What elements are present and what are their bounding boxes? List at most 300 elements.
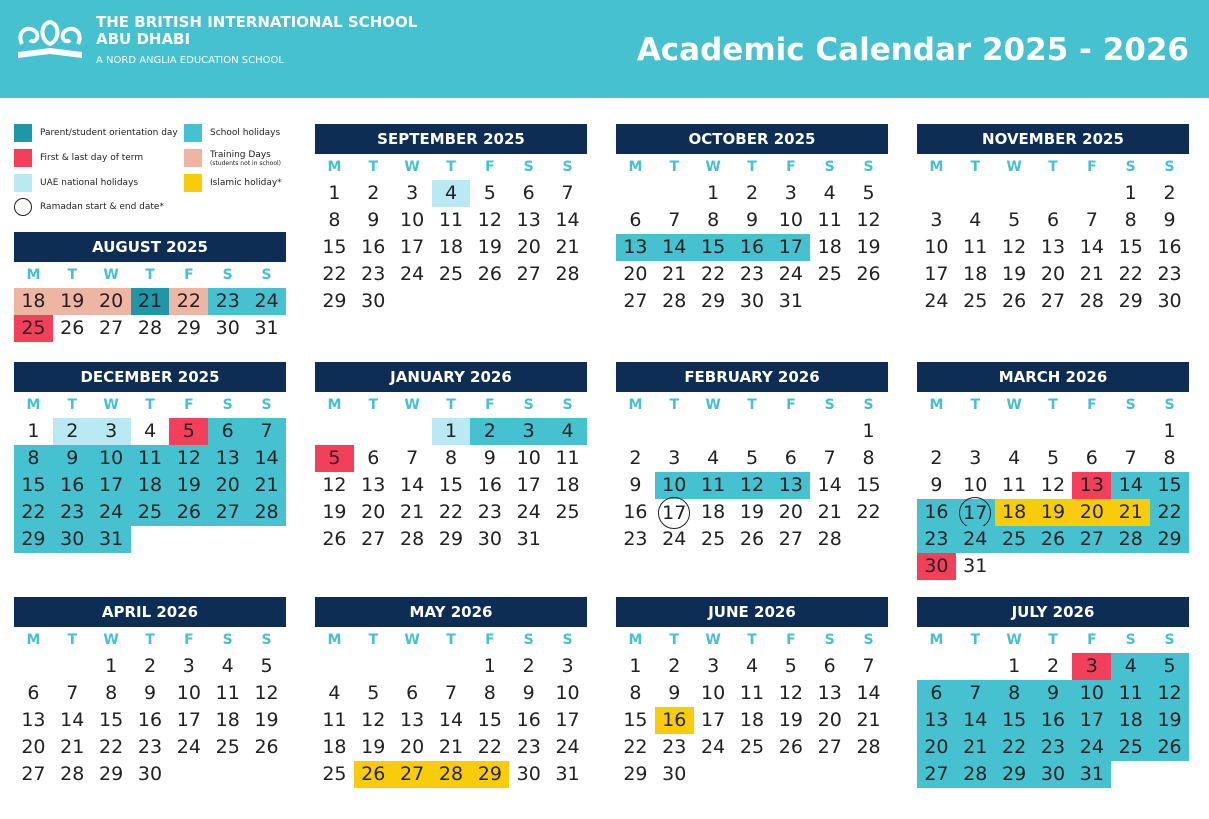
- day-cell: 18: [817, 236, 842, 258]
- day-cell: 14: [400, 474, 425, 496]
- day-cell: 19: [254, 709, 279, 731]
- day-cell-uae: 2: [53, 418, 92, 445]
- day-cell: 16: [137, 709, 163, 731]
- day-cell-school: 31: [1072, 761, 1111, 788]
- day-cell: 30: [361, 290, 386, 312]
- circle-swatch-icon: [14, 198, 32, 216]
- day-cell: 26: [778, 736, 803, 758]
- day-cell: 25: [963, 290, 988, 312]
- weekday-label: F: [485, 397, 495, 413]
- day-cell: 18: [438, 236, 464, 258]
- weekday-label: S: [1125, 159, 1136, 175]
- day-cell: 11: [555, 447, 580, 469]
- day-cell: 26: [856, 263, 881, 285]
- day-cell-ramadan-marker: 17: [956, 499, 995, 526]
- day-cell: 3: [707, 655, 720, 677]
- day-cell: 27: [21, 763, 46, 785]
- day-cell: 18: [739, 709, 765, 731]
- day-cell: 24: [701, 736, 726, 758]
- day-cell-school: 24: [247, 288, 286, 315]
- month-august-2025: [14, 232, 286, 342]
- day-cell: 6: [406, 682, 419, 704]
- day-cell: 28: [137, 317, 163, 339]
- day-cell: 20: [361, 501, 386, 523]
- day-cell: 5: [1008, 209, 1021, 231]
- day-cell: 4: [823, 182, 836, 204]
- day-cell-islamic: 18: [995, 499, 1034, 526]
- day-cell: 13: [516, 209, 541, 231]
- day-cell: 2: [522, 655, 535, 677]
- legend-item-circle: [14, 198, 164, 216]
- month-april-2026: [14, 597, 286, 788]
- month-title: APRIL 2026: [14, 597, 286, 627]
- day-cell-school: 10: [1072, 680, 1111, 707]
- empty-cell: [810, 418, 849, 445]
- weekday-label: S: [824, 159, 835, 175]
- weekday-label: S: [222, 397, 233, 413]
- month-november-2025: [917, 124, 1189, 315]
- day-cell-school: 14: [247, 445, 286, 472]
- school-crest-logo: [14, 14, 86, 66]
- day-cell: 26: [60, 317, 85, 339]
- weekday-label: T: [446, 632, 456, 648]
- day-cell: 3: [930, 209, 943, 231]
- day-cell: 10: [701, 682, 726, 704]
- day-cell: 1: [105, 655, 118, 677]
- weekday-label: S: [562, 397, 573, 413]
- day-cell: 29: [99, 763, 124, 785]
- empty-cell: [354, 418, 393, 445]
- day-cell-school: 28: [1111, 526, 1150, 553]
- day-cell: 1: [328, 182, 341, 204]
- day-cell-training: 22: [169, 288, 208, 315]
- day-cell: 28: [1079, 290, 1104, 312]
- day-cell-islamic: 26: [354, 761, 393, 788]
- day-cell-school: 25: [131, 499, 170, 526]
- day-cell: 20: [400, 736, 425, 758]
- day-cell: 27: [1040, 290, 1066, 312]
- day-cell: 11: [438, 209, 464, 231]
- day-cell-school: 24: [1072, 734, 1111, 761]
- day-cell-school: 25: [1111, 734, 1150, 761]
- day-cell: 30: [662, 763, 687, 785]
- day-cell-ramadan-marker: 17: [655, 499, 694, 526]
- month-january-2026: [315, 362, 587, 553]
- day-cell: 19: [477, 236, 502, 258]
- weekday-label: T: [145, 632, 155, 648]
- school-city: ABU DHABI: [96, 30, 191, 48]
- day-cell: 8: [862, 447, 875, 469]
- day-cell: 12: [254, 682, 279, 704]
- day-cell-school: 16: [53, 472, 92, 499]
- legend-item-school: [184, 124, 280, 142]
- weekday-label: S: [523, 632, 534, 648]
- weekday-label: S: [863, 159, 874, 175]
- empty-cell: [771, 418, 810, 445]
- day-cell: 9: [629, 474, 642, 496]
- day-cell-training: 19: [53, 288, 92, 315]
- day-cell: 12: [778, 682, 803, 704]
- day-cell: 8: [444, 447, 458, 469]
- day-cell-school: 22: [995, 734, 1034, 761]
- day-cell: 2: [930, 447, 943, 469]
- day-cell: 3: [784, 182, 797, 204]
- weekday-label: F: [184, 397, 194, 413]
- weekday-label: W: [404, 397, 420, 413]
- day-cell: 15: [623, 709, 648, 731]
- day-cell-school: 15: [995, 707, 1034, 734]
- day-cell: 22: [623, 736, 648, 758]
- weekday-label: T: [67, 397, 78, 413]
- day-cell: 26: [254, 736, 279, 758]
- empty-cell: [917, 180, 956, 207]
- day-cell-school: 6: [917, 680, 956, 707]
- day-cell: 6: [367, 447, 380, 469]
- weekday-label: T: [1048, 632, 1058, 648]
- month-september-2025: [315, 124, 587, 315]
- empty-cell: [995, 418, 1034, 445]
- weekday-label: F: [1087, 397, 1097, 413]
- day-cell: 19: [778, 709, 803, 731]
- day-cell: 28: [400, 528, 425, 550]
- day-cell: 11: [817, 209, 842, 231]
- day-cell-school: 29: [1150, 526, 1189, 553]
- day-cell: 10: [176, 682, 201, 704]
- day-cell: 4: [221, 655, 234, 677]
- day-cell-term: 5: [315, 445, 354, 472]
- day-cell: 10: [516, 447, 541, 469]
- day-cell: 23: [623, 528, 648, 550]
- day-cell-school: 18: [131, 472, 170, 499]
- day-cell: 22: [701, 263, 726, 285]
- day-cell-uae: 4: [432, 180, 471, 207]
- day-cell: 31: [254, 317, 279, 339]
- day-cell: 23: [361, 263, 386, 285]
- empty-cell: [354, 653, 393, 680]
- day-cell: 23: [477, 501, 502, 523]
- month-title: JULY 2026: [917, 597, 1189, 627]
- day-cell-islamic: 27: [393, 761, 432, 788]
- day-cell-school: 15: [14, 472, 53, 499]
- weekday-label: W: [103, 397, 119, 413]
- day-cell: 3: [668, 447, 681, 469]
- day-cell: 1: [483, 655, 496, 677]
- day-cell: 13: [361, 474, 386, 496]
- day-cell-school: 28: [247, 499, 286, 526]
- weekday-label: W: [705, 632, 721, 648]
- header-banner: [0, 0, 1209, 98]
- day-cell: 3: [406, 182, 419, 204]
- day-cell-islamic: 28: [432, 761, 471, 788]
- weekday-label: M: [628, 159, 643, 175]
- day-cell-school: 14: [1111, 472, 1150, 499]
- day-cell: 29: [623, 763, 648, 785]
- day-cell: 29: [438, 528, 464, 550]
- legend-item-term: [14, 149, 143, 167]
- day-cell: 7: [406, 447, 419, 469]
- day-cell: 27: [516, 263, 541, 285]
- day-cell-school: 30: [1034, 761, 1073, 788]
- day-cell: 8: [707, 209, 720, 231]
- empty-cell: [1034, 418, 1073, 445]
- day-cell-school: 4: [1111, 653, 1150, 680]
- day-cell: 22: [856, 501, 881, 523]
- day-cell: 15: [1118, 236, 1143, 258]
- legend-label: Islamic holiday*: [210, 178, 282, 188]
- day-cell: 15: [477, 709, 502, 731]
- weekday-label: T: [446, 159, 456, 175]
- empty-cell: [14, 653, 53, 680]
- weekday-label: W: [103, 267, 119, 283]
- day-cell-islamic: 19: [1034, 499, 1073, 526]
- day-cell: 5: [784, 655, 797, 677]
- empty-cell: [956, 180, 995, 207]
- day-cell: 22: [322, 263, 347, 285]
- day-cell: 20: [21, 736, 46, 758]
- empty-cell: [694, 418, 733, 445]
- day-cell: 22: [477, 736, 502, 758]
- color-swatch: [184, 174, 202, 192]
- day-cell: 31: [516, 528, 541, 550]
- day-cell: 31: [778, 290, 803, 312]
- page-title: Academic Calendar 2025 - 2026: [636, 32, 1189, 68]
- day-cell: 7: [823, 447, 836, 469]
- legend-label: Training Days (students not in school): [210, 149, 281, 167]
- day-cell: 11: [322, 709, 347, 731]
- day-cell: 21: [555, 236, 580, 258]
- day-cell: 5: [367, 682, 380, 704]
- weekday-label: S: [523, 159, 534, 175]
- day-cell: 9: [522, 682, 535, 704]
- legend-item-uae: [14, 174, 138, 192]
- empty-cell: [956, 418, 995, 445]
- day-cell: 19: [361, 736, 386, 758]
- color-swatch: [184, 124, 202, 142]
- weekday-label: M: [26, 267, 41, 283]
- weekday-label: F: [786, 632, 796, 648]
- legend-label: Parent/student orientation day: [40, 128, 178, 138]
- day-cell-school: 26: [1034, 526, 1073, 553]
- month-title: MARCH 2026: [917, 362, 1189, 392]
- day-cell: 2: [745, 182, 759, 204]
- day-cell-school: 12: [1150, 680, 1189, 707]
- day-cell: 10: [778, 209, 803, 231]
- day-cell: 29: [322, 290, 347, 312]
- day-cell: 19: [1002, 263, 1027, 285]
- legend-item-orientation: [14, 124, 178, 142]
- day-cell: 25: [701, 528, 726, 550]
- day-cell: 24: [176, 736, 201, 758]
- empty-cell: [1072, 180, 1111, 207]
- day-cell-school: 16: [733, 234, 772, 261]
- day-cell: 16: [516, 709, 541, 731]
- day-cell: 27: [99, 317, 124, 339]
- day-cell-school: 15: [1150, 472, 1189, 499]
- day-cell: 28: [662, 290, 687, 312]
- month-july-2026: [917, 597, 1189, 788]
- day-cell: 26: [322, 528, 347, 550]
- day-cell: 7: [1124, 447, 1137, 469]
- day-cell-training: 18: [14, 288, 53, 315]
- weekday-label: M: [327, 397, 342, 413]
- day-cell: 19: [856, 236, 881, 258]
- day-cell: 30: [477, 528, 502, 550]
- day-cell: 29: [701, 290, 726, 312]
- legend-item-training: [184, 149, 281, 167]
- day-cell: 15: [99, 709, 124, 731]
- day-cell: 4: [707, 447, 720, 469]
- day-cell-school: 13: [771, 472, 810, 499]
- day-cell: 8: [105, 682, 118, 704]
- day-cell-school: 23: [917, 526, 956, 553]
- day-cell-school: 25: [995, 526, 1034, 553]
- day-cell-school: 16: [1034, 707, 1073, 734]
- day-cell-school: 17: [1072, 707, 1111, 734]
- weekday-label: F: [184, 267, 194, 283]
- day-cell: 1: [707, 182, 720, 204]
- weekday-label: M: [929, 632, 944, 648]
- weekday-label: T: [1048, 159, 1058, 175]
- day-cell: 1: [862, 420, 875, 442]
- weekday-label: W: [705, 397, 721, 413]
- day-cell: 17: [924, 263, 949, 285]
- day-cell: 14: [1079, 236, 1104, 258]
- day-cell: 5: [745, 447, 759, 469]
- day-cell: 7: [561, 182, 574, 204]
- day-cell: 23: [516, 736, 541, 758]
- day-cell-school: 4: [548, 418, 587, 445]
- day-cell-school: 19: [1150, 707, 1189, 734]
- day-cell: 11: [739, 682, 765, 704]
- day-cell-islamic: 21: [1111, 499, 1150, 526]
- day-cell: 2: [629, 447, 642, 469]
- day-cell-school: 7: [956, 680, 995, 707]
- empty-cell: [616, 180, 655, 207]
- weekday-label: T: [446, 397, 456, 413]
- weekday-label: S: [261, 397, 272, 413]
- day-cell: 21: [60, 736, 85, 758]
- day-cell-school: 30: [53, 526, 92, 553]
- day-cell: 4: [745, 655, 759, 677]
- day-cell-school: 14: [956, 707, 995, 734]
- day-cell: 24: [778, 263, 803, 285]
- weekday-label: T: [669, 159, 680, 175]
- weekday-label: S: [1164, 397, 1175, 413]
- day-cell-school: 17: [92, 472, 131, 499]
- day-cell: 9: [483, 447, 496, 469]
- day-cell: 28: [856, 736, 881, 758]
- day-cell: 14: [438, 709, 464, 731]
- weekday-label: W: [1006, 159, 1022, 175]
- weekday-label: S: [562, 159, 573, 175]
- weekday-label: M: [929, 397, 944, 413]
- color-swatch: [14, 149, 32, 167]
- weekday-label: W: [1006, 632, 1022, 648]
- day-cell: 21: [817, 501, 842, 523]
- day-cell-training: 20: [92, 288, 131, 315]
- empty-cell: [917, 653, 956, 680]
- day-cell: 30: [1157, 290, 1182, 312]
- day-cell-school: 24: [92, 499, 131, 526]
- day-cell: 10: [400, 209, 425, 231]
- weekday-label: M: [26, 632, 41, 648]
- day-cell: 29: [176, 317, 201, 339]
- day-cell-islamic: 16: [655, 707, 694, 734]
- color-swatch: [14, 124, 32, 142]
- day-cell: 9: [143, 682, 157, 704]
- day-cell: 2: [668, 655, 681, 677]
- weekday-label: M: [26, 397, 41, 413]
- day-cell-school: 2: [470, 418, 509, 445]
- day-cell: 17: [555, 709, 580, 731]
- day-cell: 2: [143, 655, 157, 677]
- weekday-label: F: [485, 159, 495, 175]
- empty-cell: [315, 653, 354, 680]
- month-may-2026: [315, 597, 587, 788]
- month-title: FEBRUARY 2026: [616, 362, 888, 392]
- weekday-label: T: [970, 632, 981, 648]
- empty-cell: [995, 180, 1034, 207]
- day-cell: 20: [516, 236, 541, 258]
- day-cell: 27: [817, 736, 842, 758]
- day-cell: 27: [623, 290, 648, 312]
- empty-cell: [1111, 418, 1150, 445]
- weekday-label: S: [863, 397, 874, 413]
- day-cell: 9: [745, 209, 759, 231]
- day-cell: 6: [1046, 209, 1060, 231]
- color-swatch: [184, 149, 202, 167]
- day-cell: 15: [856, 474, 881, 496]
- month-december-2025: [14, 362, 286, 553]
- day-cell: 5: [862, 182, 875, 204]
- weekday-label: T: [747, 632, 757, 648]
- day-cell-school: 18: [1111, 707, 1150, 734]
- day-cell-school: 29: [995, 761, 1034, 788]
- day-cell: 30: [215, 317, 240, 339]
- day-cell: 1: [629, 655, 642, 677]
- day-cell: 26: [739, 528, 765, 550]
- weekday-label: T: [970, 397, 981, 413]
- month-october-2025: [616, 124, 888, 315]
- day-cell: 5: [483, 182, 496, 204]
- day-cell: 6: [784, 447, 797, 469]
- day-cell: 12: [1040, 474, 1066, 496]
- day-cell: 5: [1046, 447, 1060, 469]
- day-cell: 21: [856, 709, 881, 731]
- day-cell: 7: [668, 209, 681, 231]
- day-cell-school: 13: [208, 445, 247, 472]
- weekday-label: S: [261, 267, 272, 283]
- day-cell: 15: [438, 474, 464, 496]
- weekday-label: M: [327, 632, 342, 648]
- day-cell-term: 3: [1072, 653, 1111, 680]
- day-cell: 11: [215, 682, 240, 704]
- color-swatch: [14, 174, 32, 192]
- day-cell: 5: [260, 655, 273, 677]
- day-cell: 24: [662, 528, 687, 550]
- weekday-label: T: [747, 159, 757, 175]
- day-cell-orientation: 21: [131, 288, 170, 315]
- day-cell: 30: [516, 763, 541, 785]
- day-cell-term: 13: [1072, 472, 1111, 499]
- day-cell: 18: [701, 501, 726, 523]
- day-cell: 24: [924, 290, 949, 312]
- day-cell: 31: [963, 555, 988, 577]
- day-cell: 8: [1163, 447, 1176, 469]
- day-cell-school: 9: [53, 445, 92, 472]
- day-cell-uae: 3: [92, 418, 131, 445]
- day-cell: 2: [1046, 655, 1060, 677]
